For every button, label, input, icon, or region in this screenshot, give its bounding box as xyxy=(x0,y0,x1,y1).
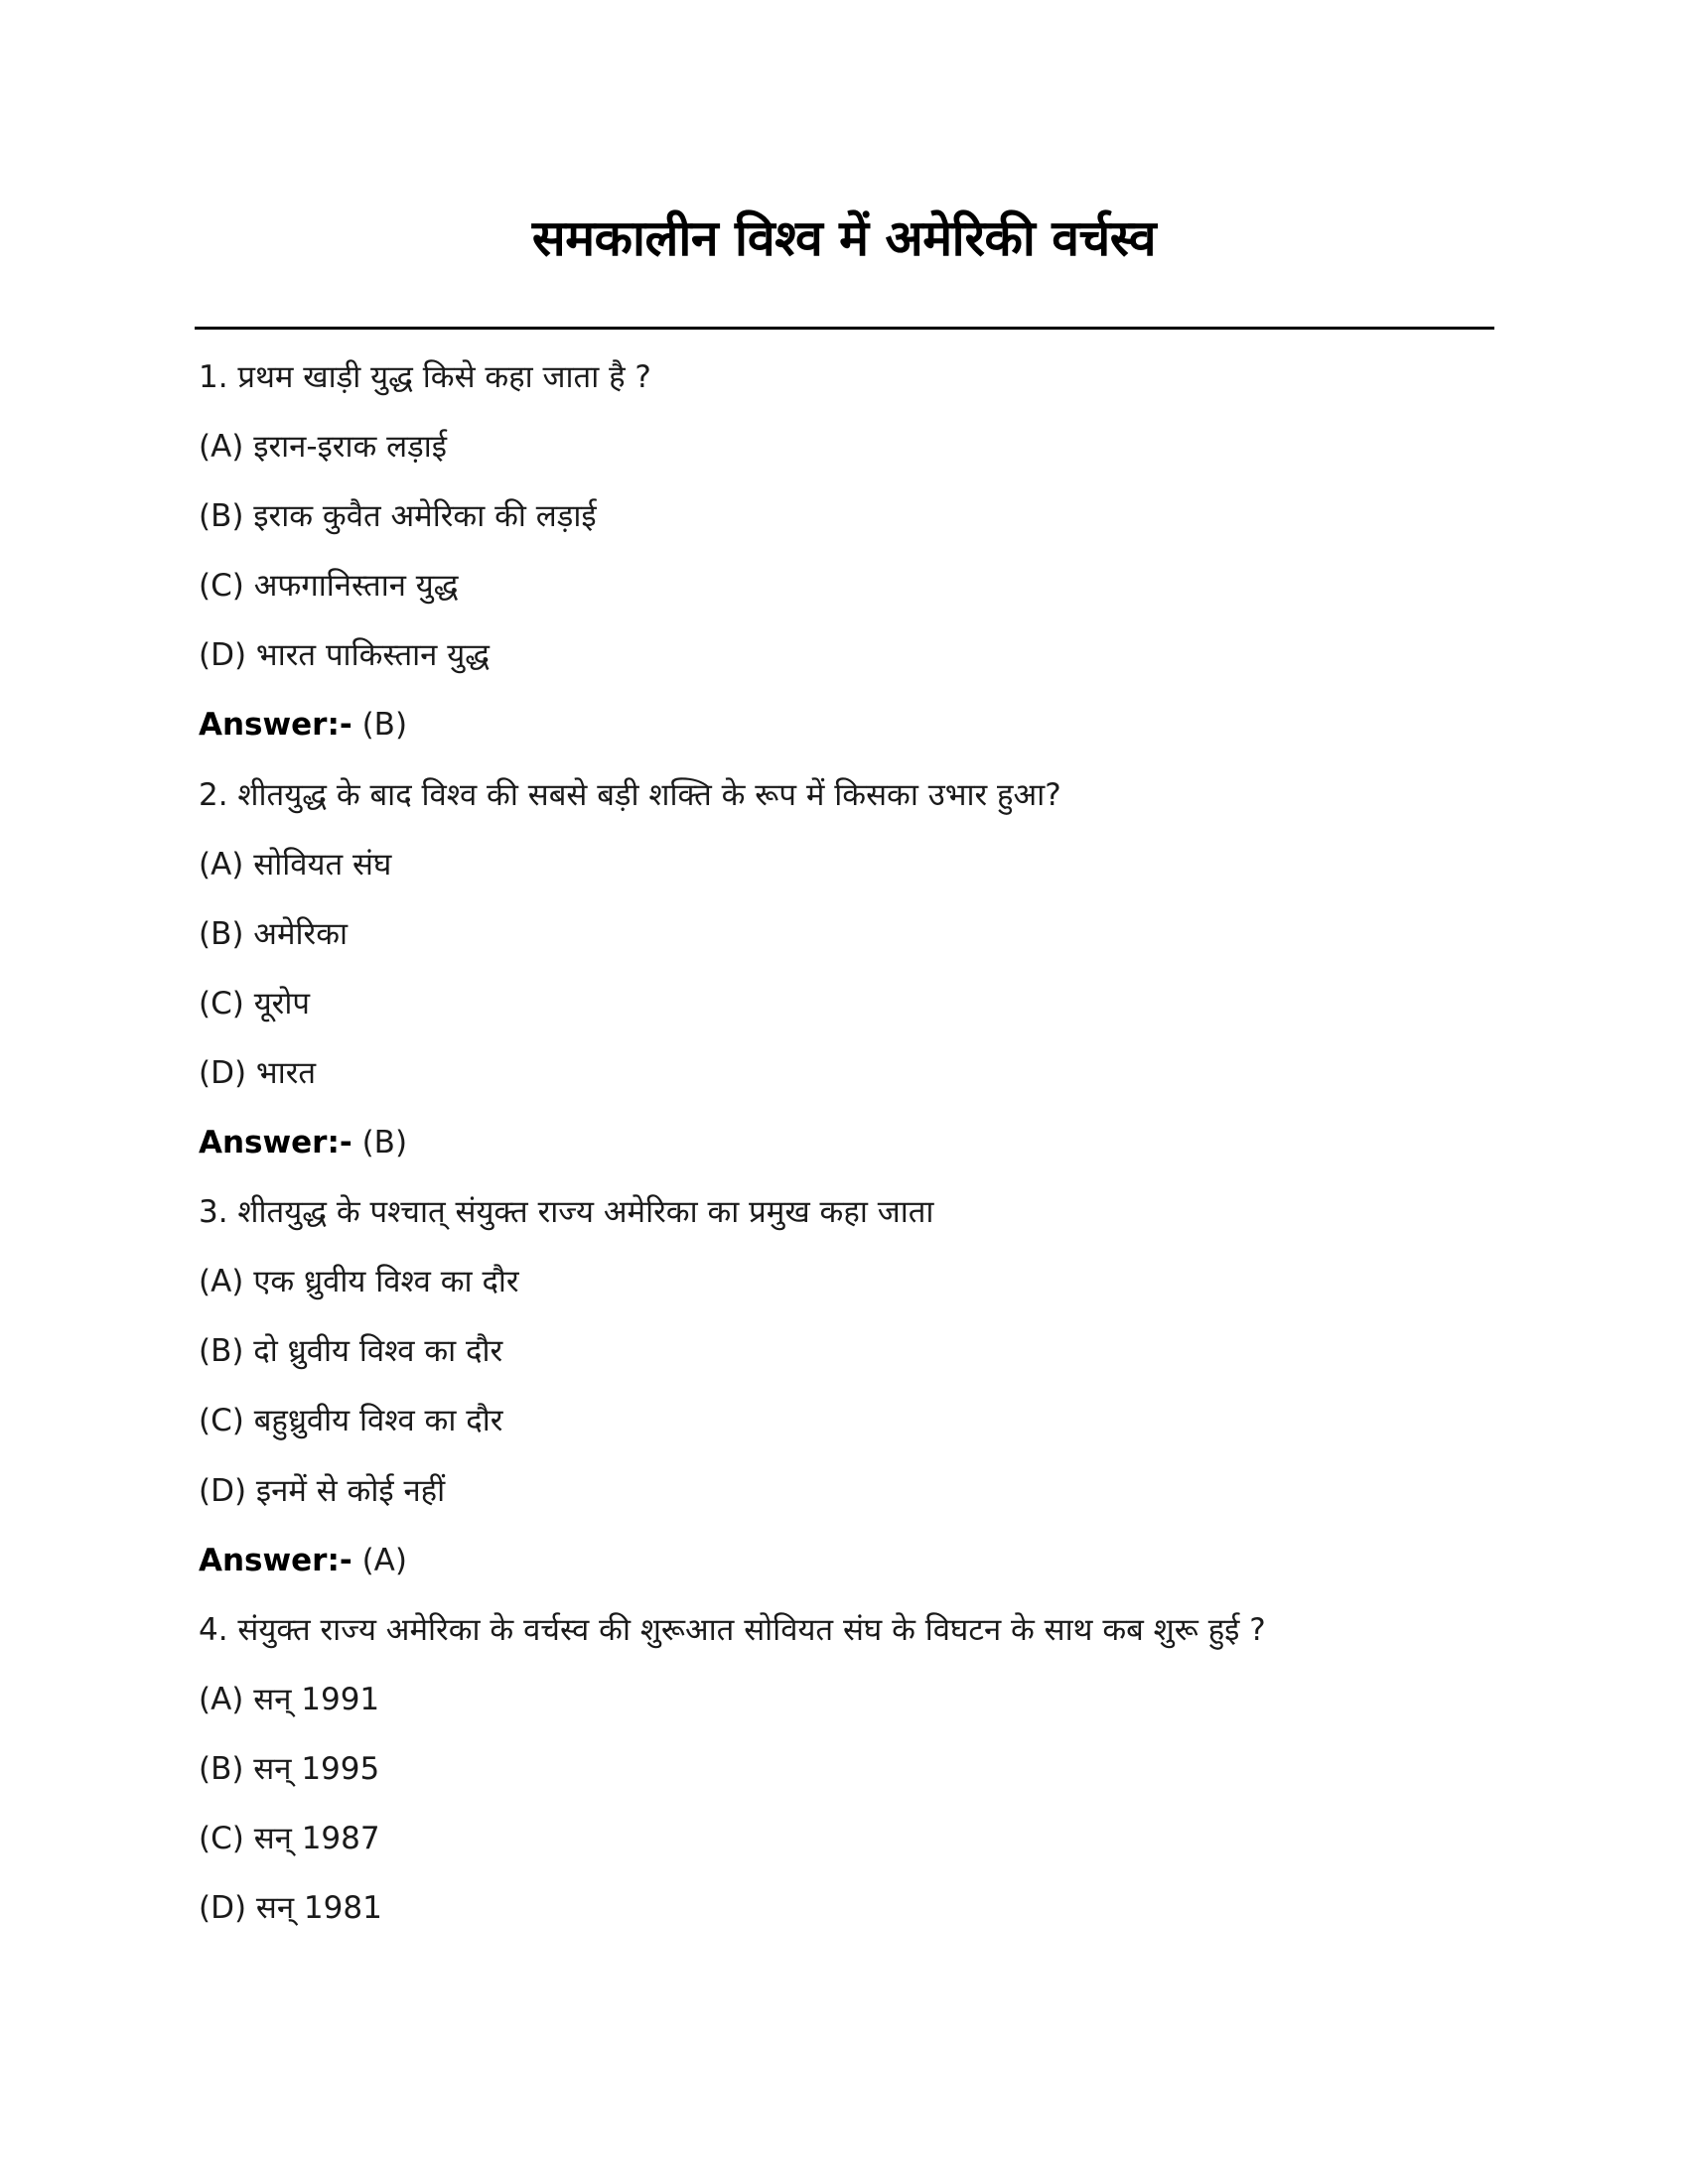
answer-value: (B) xyxy=(352,707,408,744)
answer-value: (B) xyxy=(352,1125,408,1161)
question-text: 4. संयुक्त राज्य अमेरिका के वर्चस्व की शुरूआत सोवियत संघ के विघटन के साथ कब शुरू हुई ? xyxy=(199,1611,1266,1648)
option-a: (A) सन् 1991 xyxy=(199,1681,380,1717)
question-block-1 xyxy=(199,342,1509,760)
option-d: (D) भारत xyxy=(199,1054,317,1091)
option-b: (B) इराक कुवैत अमेरिका की लड़ाई xyxy=(199,498,597,535)
answer-line xyxy=(199,1108,1509,1177)
answer-line xyxy=(199,1526,1509,1595)
question-text: 2. शीतयुद्ध के बाद विश्व की सबसे बड़ी शक्ति के रूप में किसका उभार हुआ? xyxy=(199,776,1061,813)
option-c: (C) यूरोप xyxy=(199,985,310,1022)
option-c: (C) अफगानिस्तान युद्ध xyxy=(199,568,459,605)
option-b: (B) सन् 1995 xyxy=(199,1750,380,1787)
question-text: 3. शीतयुद्ध के पश्चात् संयुक्त राज्य अमेरिका का प्रमुख कहा जाता xyxy=(199,1194,934,1231)
option-c: (C) बहुध्रुवीय विश्व का दौर xyxy=(199,1403,503,1439)
question-block-3 xyxy=(199,1177,1509,1595)
question-list xyxy=(199,342,1509,1943)
page-title: समकालीन विश्व में अमेरिकी वर्चस्व xyxy=(531,209,1157,267)
option-d: (D) भारत पाकिस्तान युद्ध xyxy=(199,637,490,674)
answer-value: (A) xyxy=(352,1542,407,1578)
option-a: (A) सोवियत संघ xyxy=(199,846,392,883)
option-d: (D) सन् 1981 xyxy=(199,1890,382,1927)
question-text: 1. प्रथम खाड़ी युद्ध किसे कहा जाता है ? xyxy=(199,359,651,395)
option-b: (B) दो ध्रुवीय विश्व का दौर xyxy=(199,1333,503,1370)
option-b: (B) अमेरिका xyxy=(199,915,349,952)
answer-line xyxy=(199,690,1509,759)
answer-label: Answer:- xyxy=(199,1542,352,1578)
option-a: (A) एक ध्रुवीय विश्व का दौर xyxy=(199,1264,519,1300)
question-block-2 xyxy=(199,760,1509,1178)
question-block-4 xyxy=(199,1595,1509,1943)
option-d: (D) इनमें से कोई नहीं xyxy=(199,1472,446,1509)
option-c: (C) सन् 1987 xyxy=(199,1820,380,1856)
answer-label: Answer:- xyxy=(199,1125,352,1161)
option-a: (A) इरान-इराक लड़ाई xyxy=(199,429,448,466)
answer-label: Answer:- xyxy=(199,707,352,744)
title-divider xyxy=(195,327,1494,330)
